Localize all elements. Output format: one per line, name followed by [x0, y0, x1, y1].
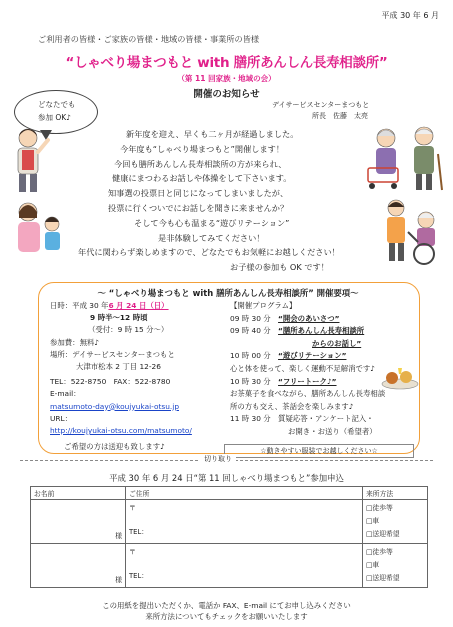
col-address: ご住所 — [126, 487, 363, 500]
body-line: 新年度を迎え、早くも二ヶ月が経過しました。 — [126, 129, 299, 139]
body-line: 年代に関わらず楽しめますので、どなたでもお気軽にお越しください！ — [78, 247, 340, 258]
option-walk[interactable]: □徒歩等 — [366, 548, 393, 556]
body-line: 今回も膳所あんしん長寿相談所の方が来られ、 — [114, 158, 287, 169]
sender-block — [272, 100, 369, 122]
form-row — [31, 544, 428, 588]
address-field[interactable]: 〒 TEL： — [126, 500, 363, 544]
name-field[interactable]: 様 — [31, 500, 126, 544]
cut-label: 切り取り — [200, 454, 236, 464]
sender-person: 所長 佐藤 太亮 — [312, 112, 368, 120]
details-heading: ～ “しゃべり場まつもと with 膳所あんしん長寿相談所” 開催要項～ — [97, 288, 359, 298]
body-line: 健康にまつわるお話しや体操をして下さいます。 — [112, 173, 292, 184]
email-label: E-mail： — [50, 389, 81, 399]
footer-line-2: 来所方法についてもチェックをお願いいたします — [145, 612, 308, 621]
details-left-column — [50, 300, 192, 453]
method-options[interactable] — [363, 544, 428, 588]
body-line: そして今も心も温まる“遊びリテーション” — [134, 217, 290, 228]
body-line: お子様の参加も OK です！ — [230, 262, 329, 273]
place: 場所：デイサービスセンターまつもと — [50, 349, 175, 359]
body-line: 投票に行くついでにお話しを聞きに来ませんか？ — [108, 202, 289, 213]
dress-code-note: ☆動きやすい服装でお越しください☆ — [224, 444, 414, 458]
option-shuttle[interactable]: □送迎希望 — [366, 574, 400, 582]
option-car[interactable]: □車 — [366, 561, 380, 569]
page-title: “しゃべり場まつもと with 膳所あんしん長寿相談所” — [65, 55, 388, 71]
program-item: からのお話し” — [312, 338, 362, 348]
tel-fax: TEL：522-8750 FAX：522-8780 — [50, 377, 171, 387]
fee: 参加費：無料♪ — [50, 337, 100, 347]
sweets-illustration — [380, 362, 422, 392]
program-item: 09 時 40 分 “膳所あんしん長寿相談所 — [230, 326, 365, 336]
address: 大津市松本 2 丁目 12-26 — [76, 362, 161, 372]
footer-instructions — [0, 600, 453, 622]
program-item: お開き・お送り（希望者） — [288, 426, 377, 436]
option-walk[interactable]: □徒歩等 — [366, 504, 393, 512]
date-label: 日時：平成 30 年 — [50, 301, 109, 310]
form-row — [31, 500, 428, 544]
program-item: 心と体を使って、楽しく運動不足解消です♪ — [230, 363, 375, 373]
url-label: URL： — [50, 413, 73, 423]
program-column — [230, 300, 385, 439]
body-line: 今年度も“しゃべり場まつもと”開催します！ — [120, 143, 285, 154]
bubble-line-1: どなたでも — [38, 100, 76, 109]
program-item: 10 時 30 分 “フリートーク♪” — [230, 376, 337, 386]
program-item: 所の方も交え、茶話会を楽しみます♪ — [230, 401, 354, 411]
address-field[interactable]: 〒 TEL： — [126, 544, 363, 588]
sender-org: デイサービスセンターまつもと — [272, 101, 370, 109]
program-item: 09 時 30 分 “開会のあいさつ” — [230, 313, 340, 323]
application-form — [30, 486, 428, 588]
page-subtitle: （第 11 回家族・地域の会） — [177, 74, 276, 83]
woman-waving-illustration — [6, 126, 54, 196]
body-text — [78, 127, 408, 275]
audience-line: ご利用者の皆様・ご家族の皆様・地域の皆様・事業所の皆様 — [38, 34, 260, 44]
program-item: お茶菓子を食べながら、膳所あんしん長寿相談 — [230, 389, 386, 399]
method-options[interactable] — [363, 500, 428, 544]
reception-time: （受付：9 時 15 分～） — [88, 325, 169, 335]
body-line: 是非体験してみてください！ — [158, 232, 265, 243]
family-illustration — [8, 200, 68, 262]
date-value: 6 月 24 日（日） — [108, 301, 169, 310]
name-field[interactable]: 様 — [31, 544, 126, 588]
issue-date: 平成 30 年 6 月 — [381, 11, 439, 20]
col-method: 来所方法 — [363, 487, 428, 500]
shuttle-note: ご希望の方は送迎も致します♪ — [64, 442, 165, 452]
program-heading: 【開催プログラム】 — [230, 301, 297, 310]
option-car[interactable]: □車 — [366, 517, 380, 525]
speech-bubble-text — [38, 98, 98, 124]
program-item: 10 時 00 分 “遊びリテーション” — [230, 351, 347, 361]
url-link[interactable]: http://koujyukai-otsu.com/matsumoto/ — [50, 426, 192, 436]
notice-heading: 開催のお知らせ — [193, 89, 260, 100]
event-time: 9 時半～12 時頃 — [90, 313, 148, 323]
application-title: 平成 30 年 6 月 24 日“第 11 回しゃべり場まつもと”参加申込 — [109, 473, 344, 483]
program-item: 11 時 30 分 質疑応答・アンケート記入・ — [230, 414, 374, 424]
col-name: お名前 — [31, 487, 126, 500]
bubble-line-2: 参加 OK♪ — [38, 113, 71, 122]
body-line: 知事選の投票日と同じになってしまいましたが、 — [108, 188, 289, 199]
footer-line-1: この用紙を提出いただくか、電話か FAX、E-mail にてお申し込みください — [102, 601, 351, 610]
option-shuttle[interactable]: □送迎希望 — [366, 530, 400, 538]
email-link[interactable]: matsumoto-day@koujyukai-otsu.jp — [50, 401, 180, 411]
